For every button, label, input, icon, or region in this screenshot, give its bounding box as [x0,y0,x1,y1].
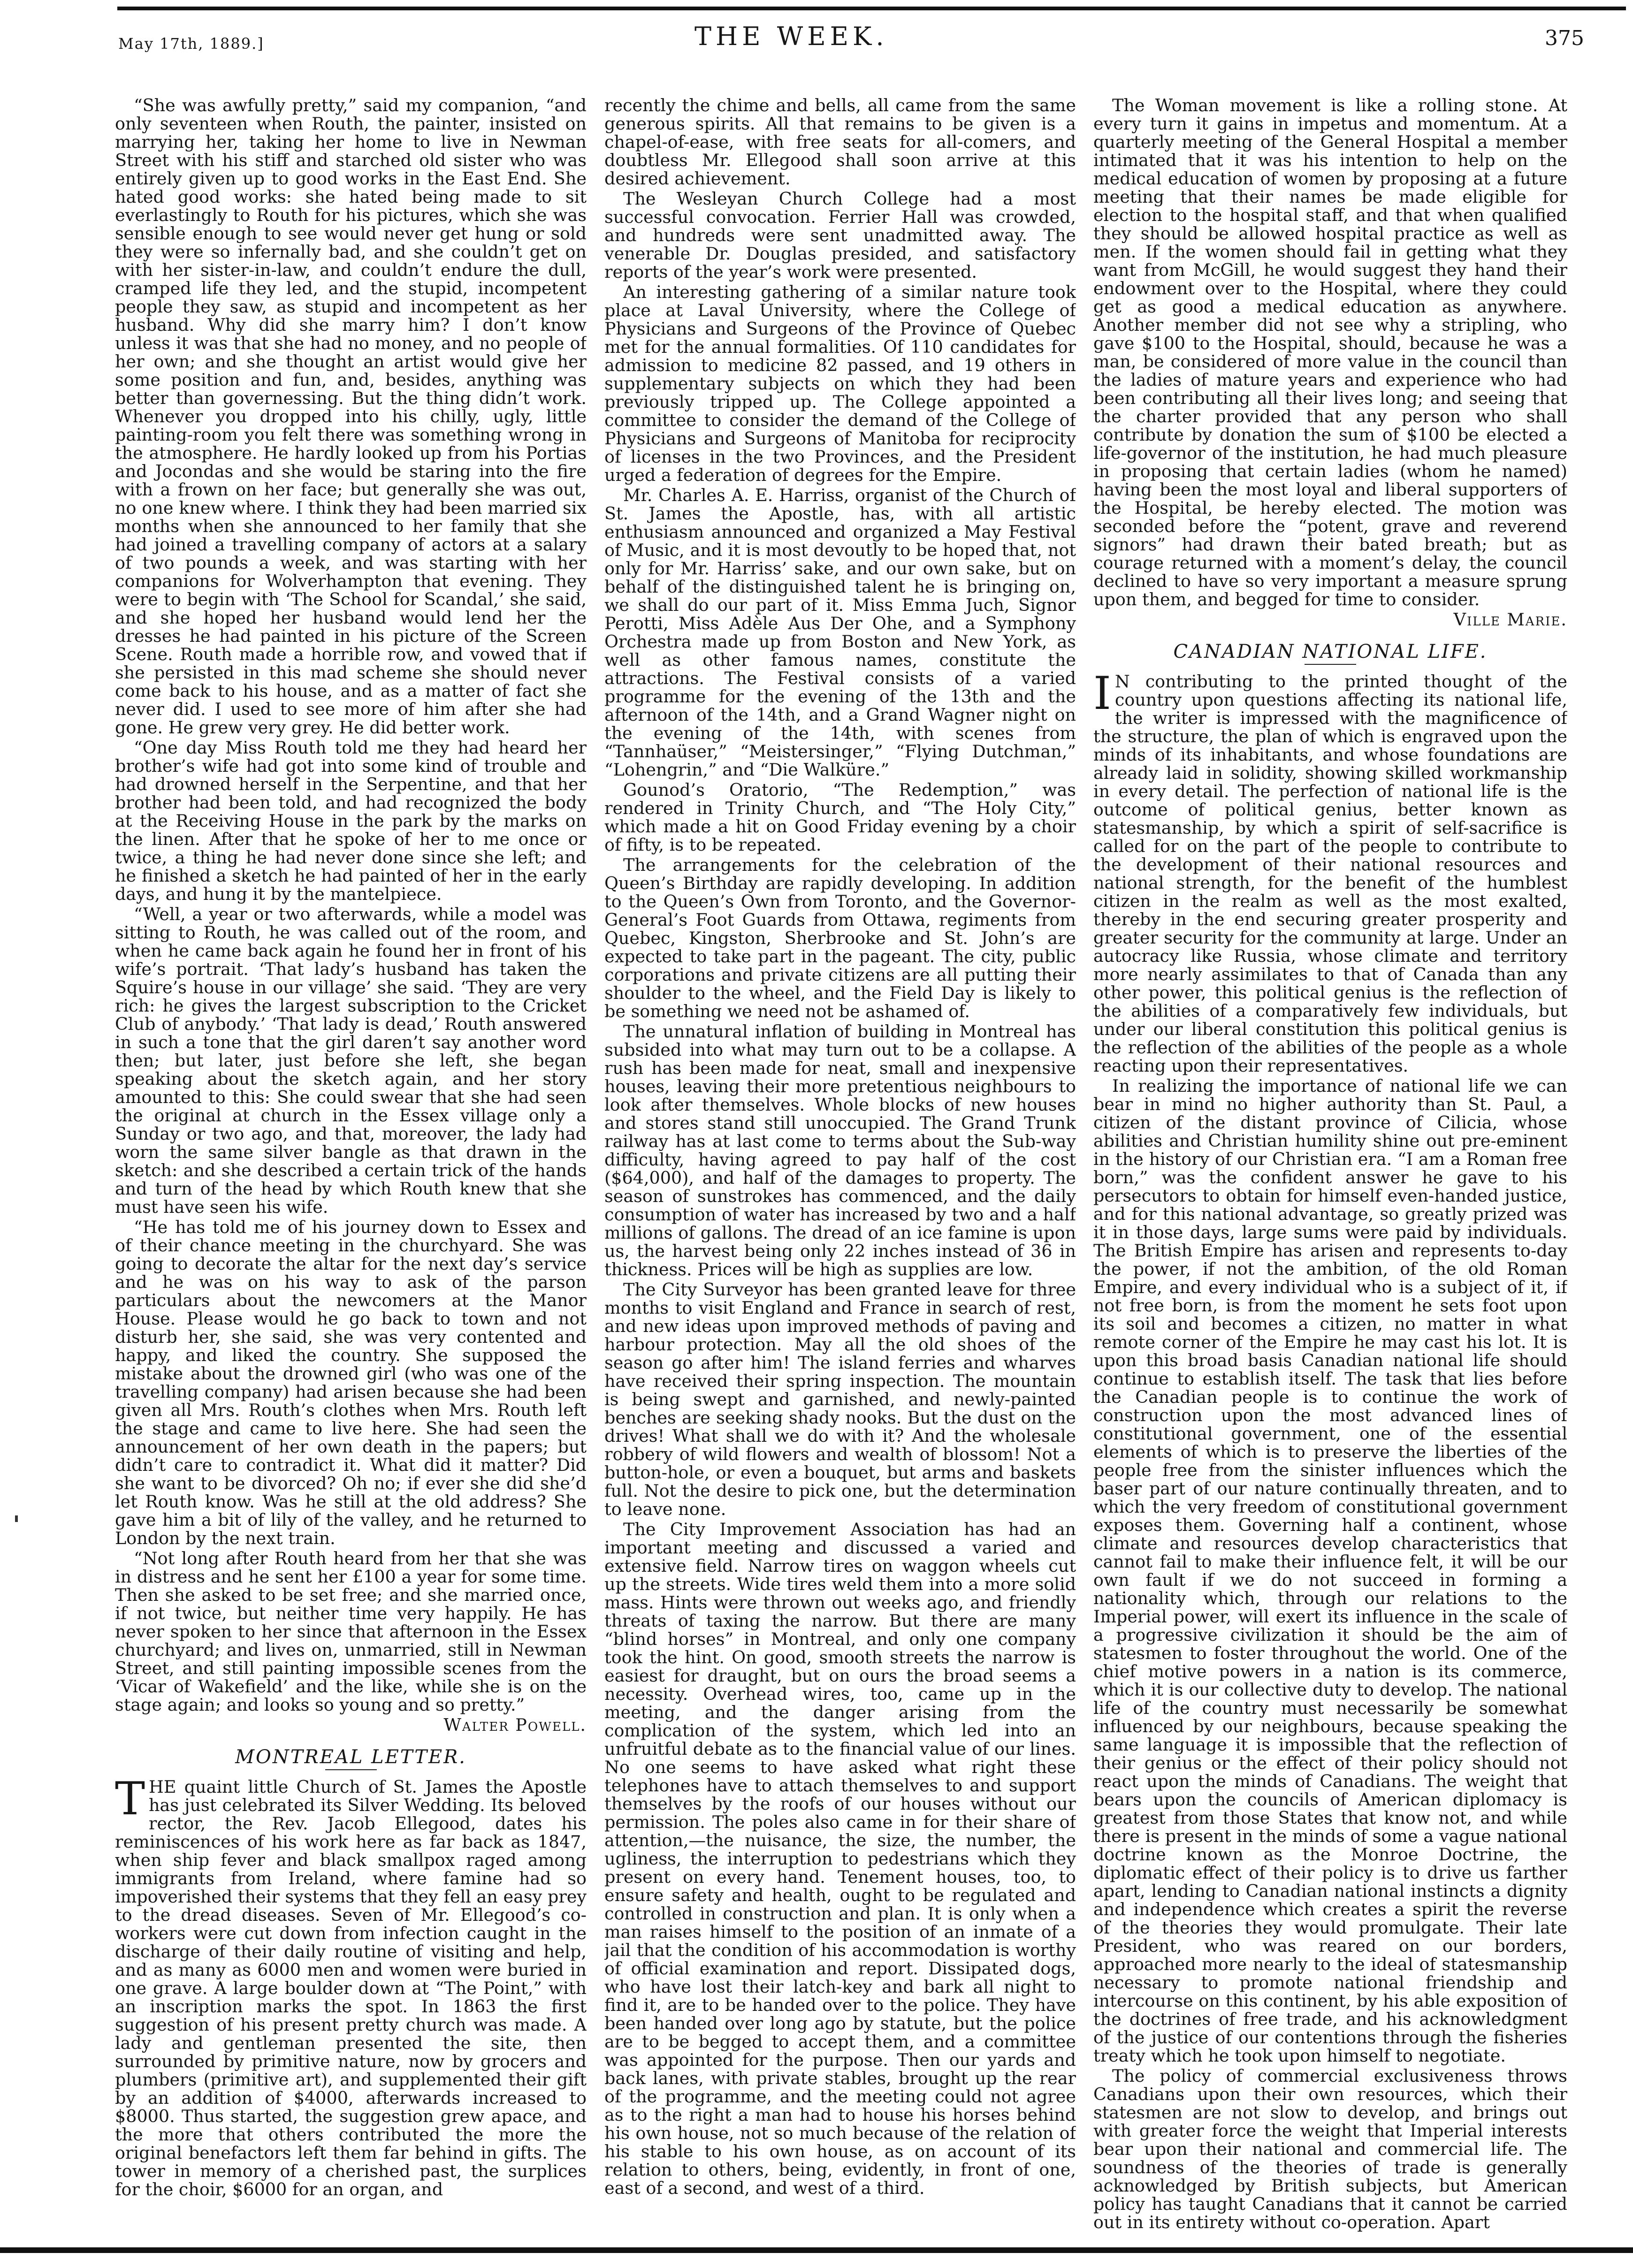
montreal-letter-paragraph: The Woman movement is like a rolling stone. At every turn it gains in impetus and momentum. At a quarterly meeting of the General Hospital a member intimated that it was his intention to help on the medical education of women by proposing at a future meeting that their names be made eligible for election to the hospital staff, and that when qualified they should be allowed hospital practice as well as men. If the women should fail in getting what they want from McGill, he would suggest they hand their endowment over to the Hospital, where they could get as good a medical education as anywhere. Another member did not see why a stripling, who gave $100 to the Hospital, should, because he was a man, be considered of more value in the council than the ladies of mature years and experience who had been contributing all their lives long; and seeing that the charter provided that any person who shall contribute by donation the sum of $100 be elected a life-governor of the institution, he had much pleasure in proposing that certain ladies (whom he named) having been the most loyal and liberal supporters of the Hospital, be hereby elected. The motion was seconded before the “potent, grave and reverend signors” had drawn their bated breath; but as courage returned with a moment’s delay, the council declined to have so very important a measure sprung upon them, and begged for time to consider. [1093,96,1567,609]
article-text: N contributing to the printed thought of the country upon questions affecting its national life, the writer is impressed with the magnificence of the structure, the plan of which is engraved upon the minds of its inhabitants, and whose foundations are already laid in solidity, showing skilled workmanship in every detail. The perfection of national life is the outcome of political genius, better known as statesmanship, by which a spirit of self-sacrifice is called for on the part of the people to contribute to the development of their national resources and national strength, for the benefit of the humblest citizen in the realm as well as the most exalted, thereby in the end securing greater prosperity and greater security for the community at large. Under an autocracy like Russia, whose climate and territory more nearly assimilates to that of Canada than any other power, this political genius is the reflection of the abilities of a comparatively few individuals, but under our liberal constitution this political genius is the reflection of the abilities of the people as a whole reacting upon their representatives. [1093,671,1567,1076]
story-paragraph: “Not long after Routh heard from her that she was in distress and he sent her £100 a year for some time. Then she asked to be set free; and she married once, if not twice, but neither time very happily. He has never spoken to her since that afternoon in the Essex churchyard; and lives on, unmarried, still in Newman Street, and still painting impossible scenes from the ‘Vicar of Wakefield’ and the like, while she is on the stage again; and looks so young and so pretty.” [115,1548,587,1715]
heading-rule [1305,664,1356,665]
canadian-national-life-heading: CANADIAN NATIONAL LIFE. [1173,641,1488,662]
column-2 [604,96,1076,2236]
story-paragraph: “He has told me of his journey down to Essex and of their chance meeting in the churchyard. She was going to decorate the altar for the next day’s service and he was on his way to ask of the parson particulars about the newcomers at the Manor House. Please would he go back to town and not disturb her, she said, she was very contented and happy, and liked the country. She supposed the mistake about the drowned girl (who was one of the travelling company) had arisen because she had been given all Mrs. Routh’s clothes when Mrs. Routh left the stage and came to live here. She had seen the announcement of her own death in the papers; but didn’t care to contradict it. What did it matter? Did she want to be divorced? Oh no; if ever she did she’d let Routh know. Was he still at the old address? She gave him a bit of lily of the valley, and he returned to London by the next train. [115,1217,587,1548]
story-paragraph: “One day Miss Routh told me they had heard her brother’s wife had got into some kind of trouble and had drowned herself in the Serpentine, and that her brother had been told, and had recognized the body at the Receiving House in the park by the marks on the linen. After that he spoke of her to me once or twice, a thing he had never done since she left; and he finished a sketch he had painted of her in the early days, and hung it by the mantelpiece. [115,738,587,904]
article-paragraph: The policy of commercial exclusiveness throws Canadians upon their own resources, which their statesmen are not slow to develop, and brings out with greater force the weight that Imperial interests bear upon their national and commercial life. The soundness of the theories of trade is generally acknowledged by British subjects, but American policy has taught Canadians that it cannot be carried out in its entirety without co-operation. Apart [1093,2066,1567,2232]
top-rule [117,7,1626,10]
letter-signature: Ville Marie. [1453,609,1567,630]
montreal-letter-text: HE quaint little Church of St. James the Apostle has just celebrated its Silver Wedding. Its beloved rector, the Rev. Jacob Ellegood, dates his reminiscences of his work here as far back as 1847, when ship fever and black smallpox raged among immigrants from Ireland, where famine had so impoverished their systems that they fell an easy prey to the dread diseases. Seven of Mr. Ellegood’s co-workers were cut down from infection caught in the discharge of their daily routine of visiting and help, and as many as 6000 men and women were buried in one grave. A large boulder down at “The Point,” with an inscription marks the spot. In 1863 the first suggestion of his present pretty church was made. A lady and gentleman presented the site, then surrounded by primitive nature, now by grocers and plumbers (primitive art), and supplemented their gift by an addition of $4000, afterwards increased to $8000. Thus started, the suggestion grew apace, and the more that others contributed the more the original benefactors left them far behind in gifts. The tower in memory of a cherished past, the surplices for the choir, $6000 for an organ, and [115,1777,587,2200]
montreal-letter-paragraph [115,1773,587,2200]
montreal-letter-paragraph: Mr. Charles A. E. Harriss, organist of the Church of St. James the Apostle, has, with all artistic enthusiasm announced and organized a May Festival of Music, and it is most devoutly to be hoped that, not only for Mr. Harriss’ sake, and our own sake, but on behalf of the distinguished talent he is bringing on, we shall do our part of it. Miss Emma Juch, Signor Perotti, Miss Adèle Aus Der Ohe, and a Symphony Orchestra made up from Boston and New York, as well as other famous names, constitute the attractions. The Festival consists of a varied programme for the evening of the 13th and the afternoon of the 14th, and a Grand Wagner night on the evening of the 14th, with scenes from “Tannhaüser,” “Meistersinger,” “Flying Dutchman,” “Lohengrin,” and “Die Walküre.” [604,485,1076,780]
journal-title: THE WEEK. [694,22,888,51]
article-paragraph: In realizing the importance of national life we can bear in mind no higher authority than St. Paul, a citizen of the distant province of Cilicia, whose abilities and Christian humility shine out pre-eminent in the history of our Christian era. “I am a Roman free born,” was the confident answer he gave to his persecutors to obtain for himself even-handed justice, and for this national advantage, so greatly prized was it in those days, large sums were paid by individuals. The British Empire has arisen and represents to-day the power, if not the ambition, of the old Roman Empire, and every individual who is a subject of it, if not free born, is from the moment he sets foot upon its soil and becomes a citizen, no matter in what remote corner of the Empire he may cast his lot. It is upon this broad basis Canadian national life should continue to establish itself. The task that lies before the Canadian people is to continue the work of construction upon the most advanced lines of constitutional government, one of the essential elements of which is to preserve the liberties of the people free from the sinister influences which the baser part of our nature continually threaten, and to which the very freedom of constitutional government exposes them. Governing half a continent, whose climate and resources develop characteristics that cannot fail to make their influence felt, it will be our own fault if we do not succeed in forming a nationality which, through our relations to the Imperial power, will exert its influence in the scale of a progressive civilization it should be the aim of statesmen to foster throughout the world. One of the chief motive powers in a nation is its commerce, which it is our collective duty to develop. The national life of the country must necessarily be somewhat influenced by our neighbours, because speaking the same language it is impossible that the reflection of their genius or the effect of their policy should not react upon the minds of Canadians. The weight that bears upon the councils of American diplomacy is greatest from those States that know not, and while there is present in the minds of some a vague national doctrine known as the Monroe Doctrine, the diplomatic effect of their policy is to drive us farther apart, lending to Canadian national instincts a dignity and independence which creates a spirit the reverse of the theories they would promulgate. Their late President, who was reared on our borders, approached more nearly to the ideal of statesmanship necessary to promote national friendship and intercourse on this continent, by his able exposition of the doctrines of free trade, and his acknowledgment of the justice of our contentions through the fisheries treaty which he took upon himself to negotiate. [1093,1076,1567,2066]
column-3 [1093,96,1567,2236]
montreal-letter-paragraph: An interesting gathering of a similar nature took place at Laval University, where the College of Physicians and Surgeons of the Province of Quebec met for the annual formalities. Of 110 candidates for admission to medicine 82 passed, and 19 others in supplementary subjects on which they had been previously tripped up. The College appointed a committee to consider the demand of the College of Physicians and Surgeons of Manitoba for reciprocity of licenses in the two Provinces, and the President urged a federation of degrees for the Empire. [604,282,1076,485]
story-paragraph: “She was awfully pretty,” said my companion, “and only seventeen when Routh, the painter, insisted on marrying her, taking her home to live in Newman Street with his stiff and starched old sister who was entirely given up to good works in the East End. She hated good works: she hated being made to sit everlastingly to Routh for his pictures, which she was sensible enough to see would never get hung or sold they were so infernally bad, and she couldn’t get on with her sister-in-law, and couldn’t endure the dull, cramped life they led, and the stupid, incompetent people they saw, as stupid and incompetent as her husband. Why did she marry him? I don’t know unless it was that she had no money, and no people of her own; and she thought an artist would give her some position and fun, and, besides, anything was better than governessing. But the thing didn’t work. Whenever you dropped into his chilly, ugly, little painting-room you felt there was something wrong in the atmosphere. He hardly looked up from his Portias and Jocondas and she would be staring into the fire with a frown on her face; but generally she was out, no one knew where. I think they had been married six months when she announced to her family that she had joined a travelling company of actors at a salary of two pounds a week, and was starting with her companions for Wolverhampton that evening. They were to begin with ‘The School for Scandal,’ she said, and she hoped her husband would lend her the dresses he had painted in his picture of the Screen Scene. Routh made a horrible row, and vowed that if she persisted in this mad scheme she should never come back to his house, and as a matter of fact she never did. I used to see more of him after she had gone. He grew very grey. He did better work. [115,96,587,738]
article-paragraph [1093,667,1567,1076]
issue-date: May 17th, 1889.] [118,35,264,53]
montreal-letter-heading: MONTREAL LETTER. [235,1746,466,1768]
drop-cap: I [1093,667,1111,720]
montreal-letter-paragraph: Gounod’s Oratorio, “The Redemption,” was rendered in Trinity Church, and “The Holy City,” which made a hit on Good Friday evening by a choir of fifty, is to be repeated. [604,780,1076,855]
montreal-letter-paragraph: recently the chime and bells, all came from the same generous spirits. All that remains to be given is a chapel-of-ease, with free seats for all-comers, and doubtless Mr. Ellegood shall soon arrive at this desired achievement. [604,96,1076,189]
story-paragraph: “Well, a year or two afterwards, while a model was sitting to Routh, he was called out of the room, and when he came back again he found her in front of his wife’s portrait. ‘That lady’s husband has taken the Squire’s house in our village’ she said. ‘They are very rich: he gives the largest subscription to the Cricket Club of anybody.’ ‘That lady is dead,’ Routh answered in such a tone that the girl daren’t say another word then; but later, just before she left, she began speaking about the sketch again, and her story amounted to this: She could swear that she had seen the original at church in the Essex village only a Sunday or two ago, and that, moreover, the lady had worn the same silver bangle as that drawn in the sketch: and she described a certain trick of the hands and turn of the head by which Routh knew that she must have seen his wife. [115,904,587,1217]
page-number: 375 [1545,26,1584,50]
bottom-rule [0,2247,1633,2253]
montreal-letter-paragraph: The City Surveyor has been granted leave for three months to visit England and France in search of rest, and new ideas upon improved methods of paving and harbour protection. May all the old shoes of the season go after him! The island ferries and wharves have received their spring inspection. The mountain is being swept and garnished, and newly-painted benches are seeking shady nooks. But the dust on the drives! What shall we do with it? And the wholesale robbery of wild flowers and wealth of blossom! Not a button-hole, or even a bouquet, but arms and baskets full. Not the desire to pick one, but the determination to leave none. [604,1279,1076,1519]
montreal-letter-paragraph: The City Improvement Association has had an important meeting and discussed a varied and extensive field. Narrow tires on waggon wheels cut up the streets. Wide tires weld them into a more solid mass. Hints were thrown out weeks ago, and friendly threats of taxing the narrow. But there are many “blind horses” in Montreal, and only one company took the hint. On good, smooth streets the narrow is easiest for draught, but on ours the broad seems a necessity. Overhead wires, too, came up in the meeting, and the danger arising from the complication of the system, which led into an unfruitful debate as to the financial value of our lines. No one seems to have asked what right these telephones have to attach themselves to and support themselves by the roofs of our houses without our permission. The poles also came in for their share of attention,—the nuisance, the size, the number, the ugliness, the interruption to pedestrians which they present on every hand. Tenement houses, too, to ensure safety and health, ought to be regulated and controlled in construction and plan. It is only when a man raises himself to the position of an inmate of a jail that the condition of his accommodation is worthy of official examination and report. Dissipated dogs, who have lost their latch-key and bark all night to find it, are to be handed over to the police. They have been handed over long ago by statute, but the police are to be begged to accept them, and a committee was appointed for the purpose. Then our yards and back lanes, with private stables, brought up the rear of the programme, and the meeting could not agree as to the right a man had to house his horses behind his own house, not so much because of the relation of his stable to his own house, as on account of its relation to others, being, evidently, in front of one, east of a second, and west of a third. [604,1519,1076,2198]
drop-cap: T [115,1773,145,1825]
montreal-letter-paragraph: The Wesleyan Church College had a most successful convocation. Ferrier Hall was crowded, and hundreds were sent unadmitted away. The venerable Dr. Douglas presided, and satisfactory reports of the year’s work were presented. [604,189,1076,282]
column-1 [115,96,587,2236]
story-signature: Walter Powell. [443,1715,587,1735]
montreal-letter-paragraph: The unnatural inflation of building in Montreal has subsided into what may turn out to be a collapse. A rush has been made for neat, small and inexpensive houses, leaving their more pretentious neighbours to look after themselves. Whole blocks of new houses and stores stand still unoccupied. The Grand Trunk railway has at last come to terms about the Sub-way difficulty, having agreed to pay half of the cost ($64,000), and half of the damages to property. The season of sunstrokes has commenced, and the daily consumption of water has increased by two and a half millions of gallons. The dread of an ice famine is upon us, the harvest being only 22 inches instead of 36 in thickness. Prices will be high as supplies are low. [604,1021,1076,1279]
margin-mark [15,1515,18,1522]
masthead [0,22,1633,64]
heading-rule [325,1769,377,1770]
montreal-letter-paragraph: The arrangements for the celebration of the Queen’s Birthday are rapidly developing. In addition to the Queen’s Own from Toronto, and the Governor-General’s Foot Guards from Ottawa, regiments from Quebec, Kingston, Sherbrooke and St. John’s are expected to take part in the pageant. The city, public corporations and private citizens are all putting their shoulder to the wheel, and the Field Day is likely to be something we need not be ashamed of. [604,855,1076,1021]
